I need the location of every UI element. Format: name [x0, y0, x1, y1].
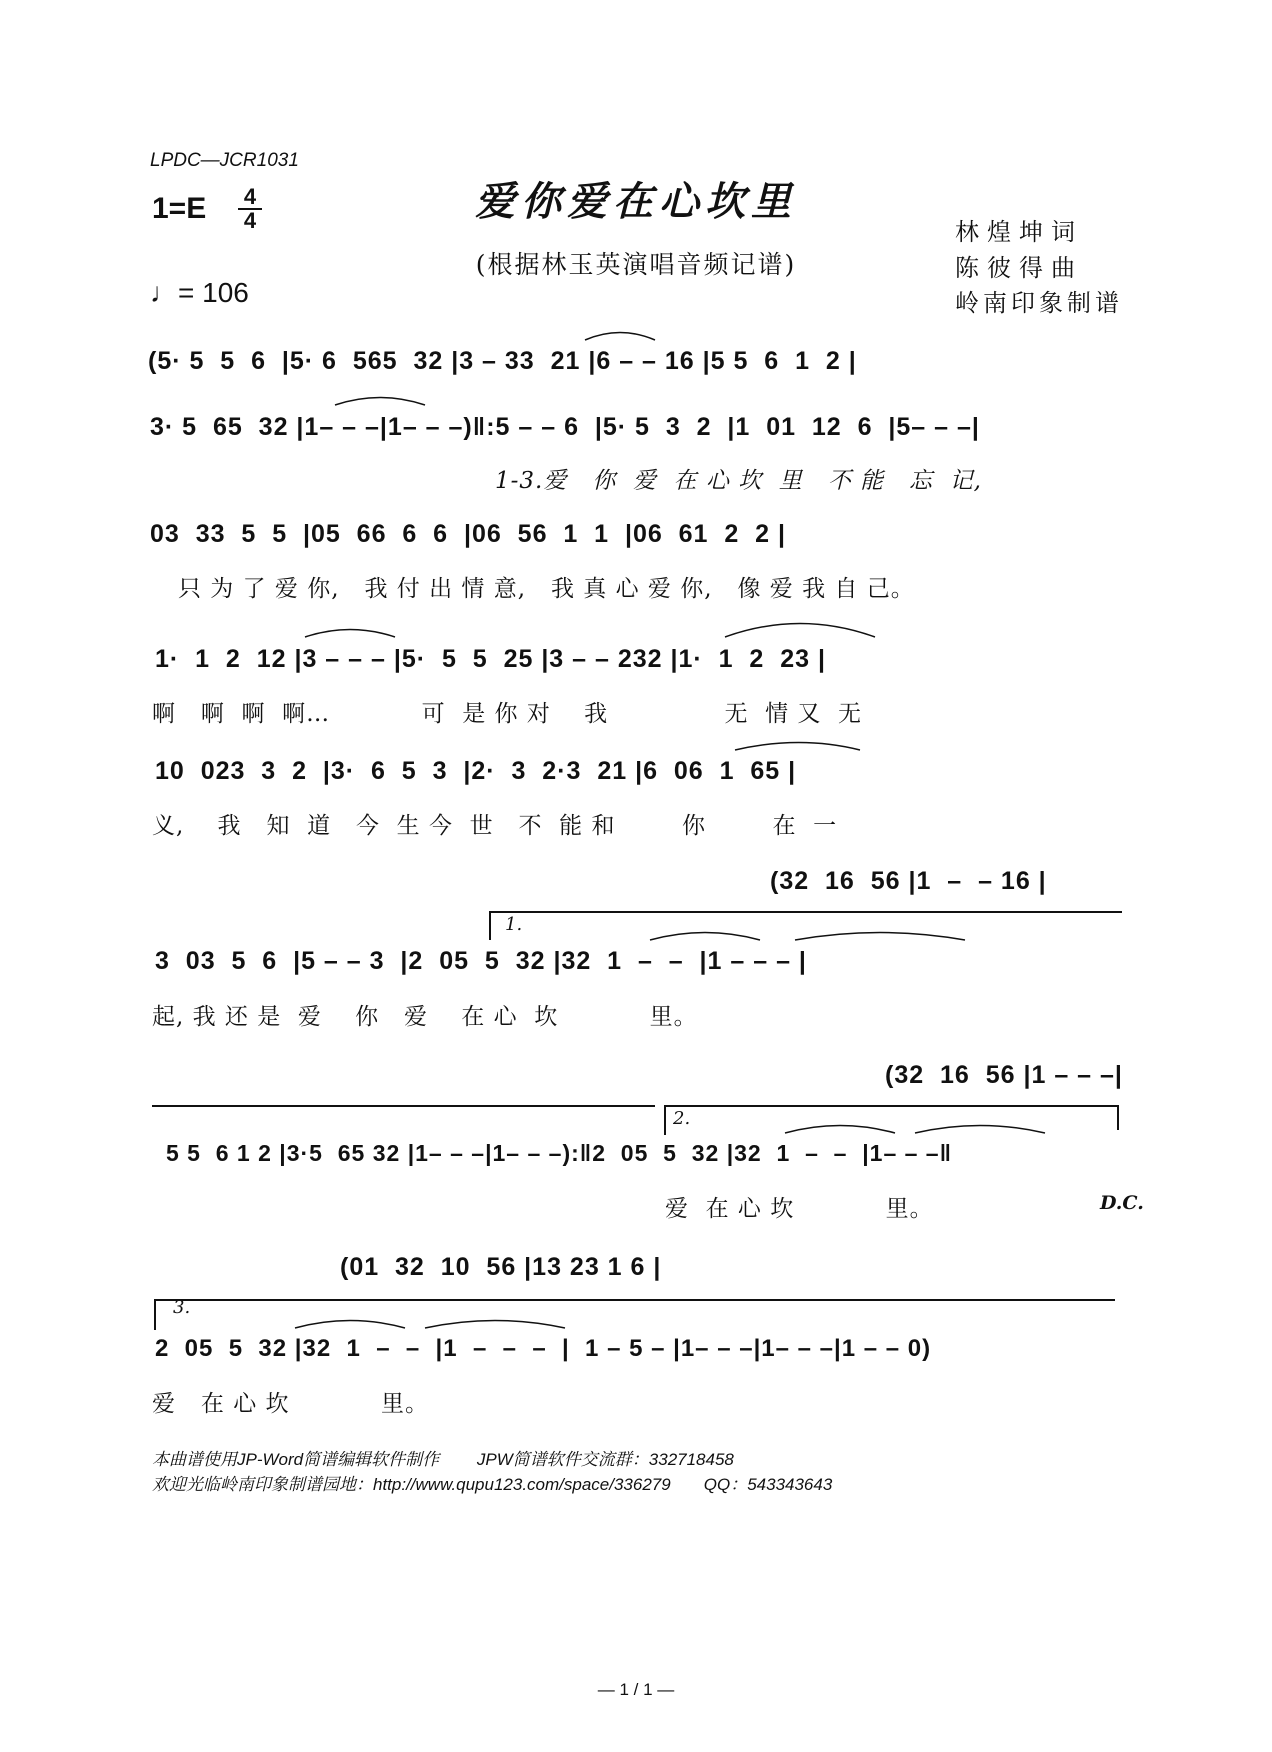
lyric-line-8: 爱 在 心 坎 里。	[152, 1391, 429, 1417]
song-title: 爱你爱在心坎里	[475, 178, 797, 225]
slur-mark	[785, 1126, 895, 1134]
lyric-line-6: 起, 我 还 是 爱 你 爱 在 心 坎 里。	[152, 1004, 698, 1030]
volta-2-bracket	[665, 1106, 1118, 1135]
slur-mark	[425, 1321, 565, 1329]
volta-2-label: 2.	[673, 1108, 691, 1129]
lyric-line-4: 啊 啊 啊 啊… 可 是 你 对 我 无 情 又 无	[152, 701, 862, 727]
da-capo-mark: D.C.	[1100, 1192, 1144, 1214]
slur-mark	[295, 1321, 405, 1329]
volta-3-label: 3.	[173, 1297, 191, 1318]
key-signature: 1=E	[152, 192, 207, 225]
interlude-line-8: (01 32 10 56 |13 23 1 6 |	[340, 1253, 662, 1281]
time-signature-top: 4	[243, 184, 257, 209]
arranger-credit: 岭南印象制谱	[955, 289, 1123, 317]
score-line-4: 1· 1 2 12 |3 – – – |5· 5 5 25 |3 – – 232 |1· 1 2 23 |	[155, 645, 826, 673]
subtitle: (根据林玉英演唱音频记谱)	[475, 250, 797, 279]
score-line-3: 03 33 5 5 |05 66 6 6 |06 56 1 1 |06 61 2 2 |	[150, 520, 786, 548]
page-number: — 1 / 1 —	[597, 1680, 675, 1699]
lyric-line-5: 义, 我 知 道 今 生 今 世 不 能 和 你 在 一	[152, 813, 838, 839]
score-line-1: (5· 5 5 6 |5· 6 565 32 |3 – 33 21 |6 – – 16 |5 5 6 1 2 |	[148, 347, 857, 375]
score-line-8: 2 05 5 32 |32 1 – – |1 – – – | 1 – 5 – |1– – –|1– – –|1 – – 0)	[155, 1335, 932, 1362]
interlude-line-7: (32 16 56 |1 – – –|	[885, 1061, 1123, 1089]
slur-mark	[650, 933, 760, 941]
tempo-value: = 106	[178, 277, 249, 308]
time-signature-bottom: 4	[243, 208, 257, 233]
score-line-2: 3· 5 65 32 |1– – –|1– – –)‖:5 – – 6 |5· 5 3 2 |1 01 12 6 |5– – –|	[150, 413, 980, 441]
footer-line-1: 本曲谱使用JP-Word简谱编辑软件制作 JPW简谱软件交流群：332718458	[152, 1450, 734, 1469]
lyric-line-2: 1-3.爱 你 爱 在 心 坎 里 不 能 忘 记,	[495, 468, 982, 494]
volta-1-bracket	[490, 912, 1122, 940]
composer-credit: 陈彼得曲	[955, 254, 1083, 282]
lyric-line-7: 爱 在 心 坎 里。	[665, 1196, 934, 1222]
lyric-line-3: 只 为 了 爱 你, 我 付 出 情 意, 我 真 心 爱 你, 像 爱 我 自 己。	[178, 576, 915, 602]
volta-3-bracket	[155, 1300, 1115, 1330]
catalog-code: LPDC—JCR1031	[150, 150, 299, 171]
slur-mark	[585, 333, 655, 341]
interlude-line-6: (32 16 56 |1 – – 16 |	[770, 867, 1047, 895]
quarter-note-icon: ♩	[150, 277, 178, 308]
volta-1-label: 1.	[505, 914, 523, 935]
slur-mark	[795, 933, 965, 941]
lyricist-credit: 林煌坤词	[955, 218, 1083, 246]
slur-mark	[915, 1126, 1045, 1134]
score-line-6: 3 03 5 6 |5 – – 3 |2 05 5 32 |32 1 – – |1 – – – |	[155, 947, 807, 975]
slur-mark	[335, 398, 425, 406]
slur-mark	[725, 624, 875, 638]
footer-line-2: 欢迎光临岭南印象制谱园地：http://www.qupu123.com/space/336279 QQ：543343643	[152, 1475, 833, 1494]
score-line-7: 5 5 6 1 2 |3·5 65 32 |1– – –|1– – –):‖2 05 5 32 |32 1 – – |1– – –‖	[166, 1140, 953, 1166]
slur-mark	[735, 743, 860, 751]
slur-mark	[305, 630, 395, 638]
score-line-5: 10 023 3 2 |3· 6 5 3 |2· 3 2·3 21 |6 06 1 65 |	[155, 757, 797, 785]
